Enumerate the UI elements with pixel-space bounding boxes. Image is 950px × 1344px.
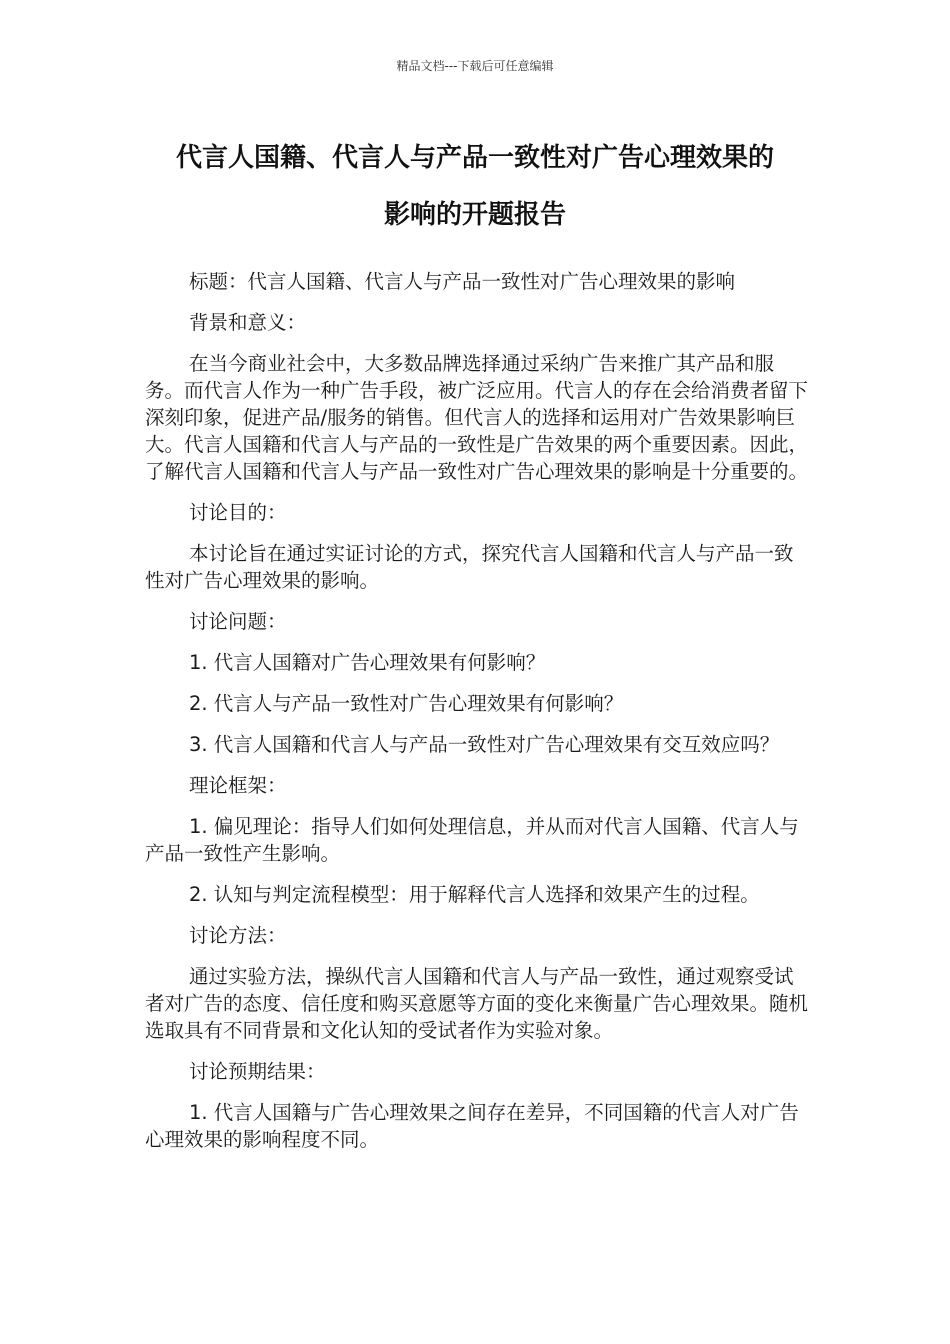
heading-questions: 讨论问题：	[189, 610, 287, 633]
heading-method: 讨论方法：	[189, 924, 287, 947]
title-line-2: 影响的开题报告	[383, 200, 566, 230]
list-item-question-3: 3. 代言人国籍和代言人与产品一致性对广告心理效果有交互效应吗？	[189, 733, 780, 756]
paragraph-purpose: 本讨论旨在通过实证讨论的方式，探究代言人国籍和代言人与产品一致性对广告心理效果的影响。	[145, 542, 794, 592]
document-title	[120, 130, 830, 244]
title-line-1: 代言人国籍、代言人与产品一致性对广告心理效果的	[175, 143, 774, 173]
heading-purpose: 讨论目的：	[189, 501, 287, 524]
list-item-question-2: 2. 代言人与产品一致性对广告心理效果有何影响？	[189, 692, 624, 715]
list-item-framework-2: 2. 认知与判定流程模型：用于解释代言人选择和效果产生的过程。	[189, 883, 760, 906]
paragraph-method: 通过实验方法，操纵代言人国籍和代言人与产品一致性，通过观察受试者对广告的态度、信任度和购买意愿等方面的变化来衡量广告心理效果。随机选取具有不同背景和文化认知的受试者作为实验对象。	[145, 965, 809, 1042]
header-note: 精品文档---下载后可任意编辑	[396, 59, 554, 73]
paragraph-background: 在当今商业社会中，大多数品牌选择通过采纳广告来推广其产品和服务。而代言人作为一种广告手段，被广泛应用。代言人的存在会给消费者留下深刻印象，促进产品/服务的销售。但代言人的选择和运用对广告效果影响巨大。代言人国籍和代言人与产品的一致性是广告效果的两个重要因素。因此，了解代言人国籍和代言人与产品一致性对广告心理效果的影响是十分重要的。	[145, 352, 809, 483]
document-body	[145, 268, 810, 1167]
list-item-result-1: 1. 代言人国籍与广告心理效果之间存在差异，不同国籍的代言人对广告心理效果的影响程度不同。	[145, 1101, 799, 1151]
list-item-question-1: 1. 代言人国籍对广告心理效果有何影响？	[189, 651, 546, 674]
paragraph-title-label: 标题：代言人国籍、代言人与产品一致性对广告心理效果的影响	[189, 270, 736, 293]
heading-background: 背景和意义：	[189, 311, 307, 334]
heading-framework: 理论框架：	[189, 774, 287, 797]
list-item-framework-1: 1. 偏见理论：指导人们如何处理信息，并从而对代言人国籍、代言人与产品一致性产生影响。	[145, 815, 799, 865]
heading-expected-results: 讨论预期结果：	[189, 1060, 326, 1083]
